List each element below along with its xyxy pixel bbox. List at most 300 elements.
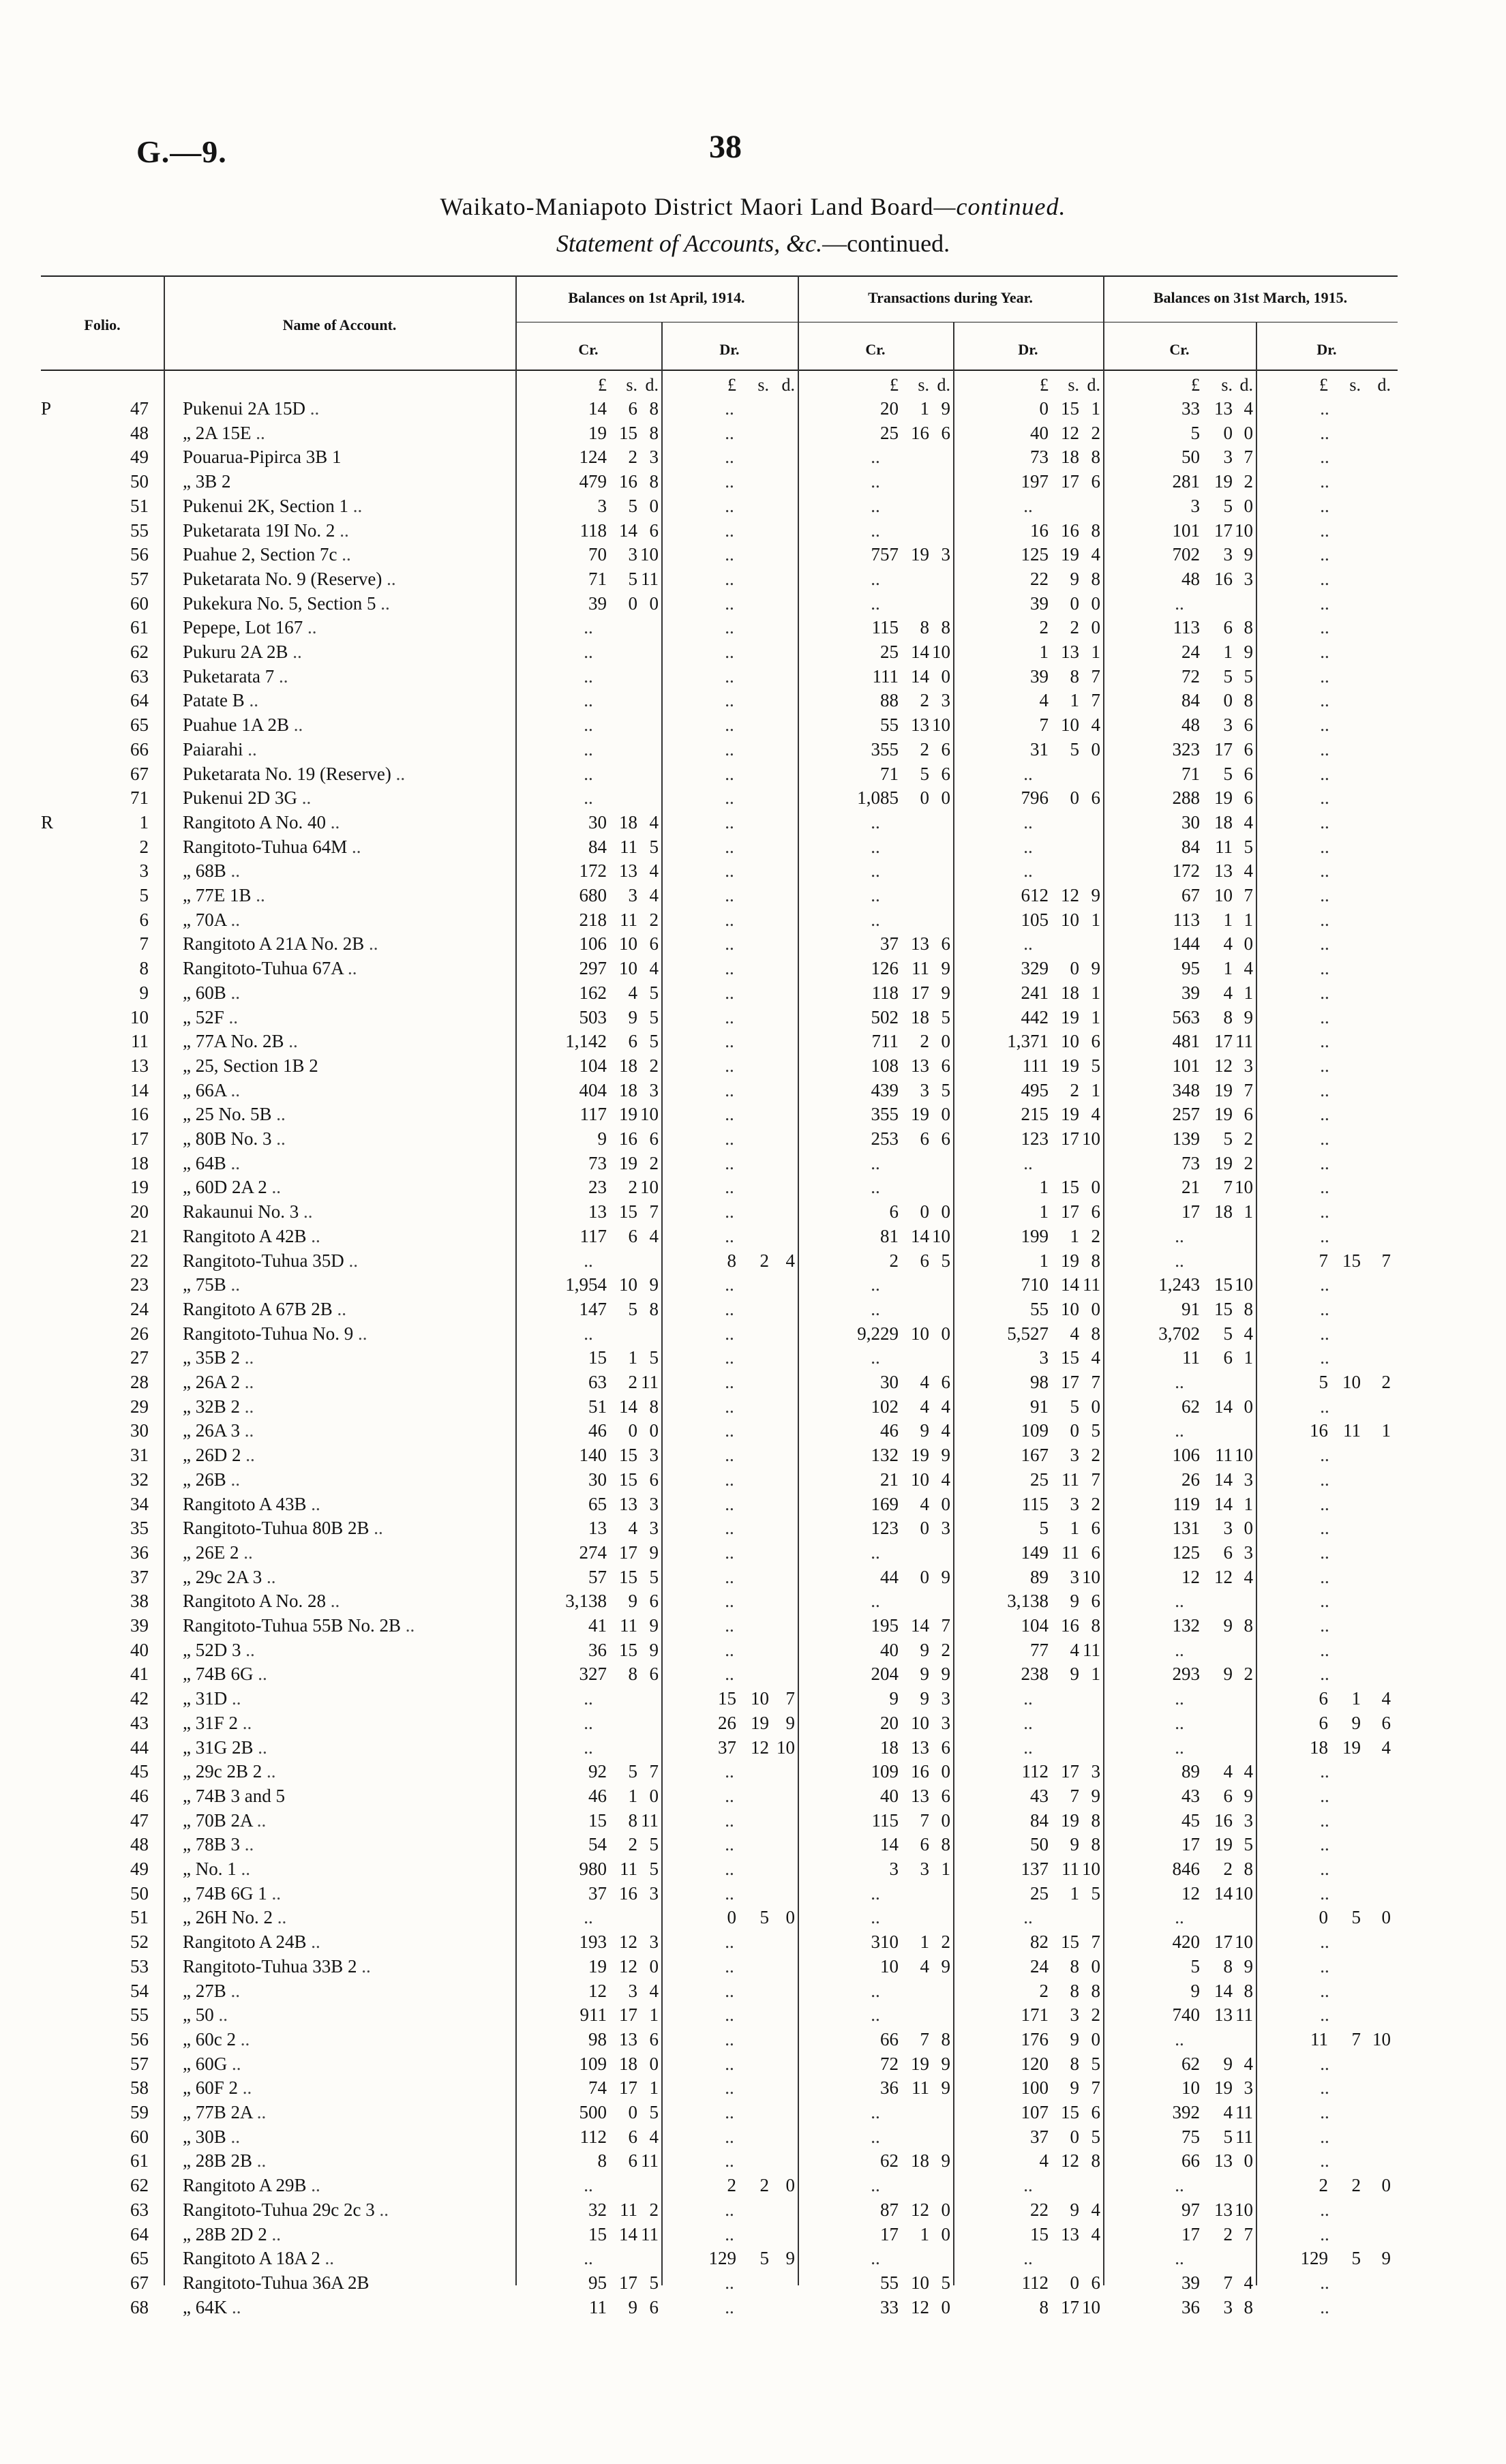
table-row xyxy=(0,1810,1506,1831)
opening-cr-nil: .. xyxy=(584,715,593,736)
transactions-dr-pounds: 112 xyxy=(1021,1761,1049,1782)
opening-cr-pounds: 92 xyxy=(588,1761,607,1782)
leader-dots: .. xyxy=(348,1250,359,1271)
table-row xyxy=(0,1761,1506,1782)
account-name: „ 30B .. xyxy=(183,2126,240,2147)
account-name: „ 66A .. xyxy=(183,1079,240,1100)
transactions-dr-shillings: 11 xyxy=(1061,1542,1079,1563)
closing-dr-pounds: 11 xyxy=(1310,2028,1328,2049)
closing-cr-shillings: 17 xyxy=(1214,1932,1233,1953)
folio-number: 31 xyxy=(130,1445,149,1466)
closing-cr-pounds: 119 xyxy=(1173,1493,1200,1514)
closing-dr-nil: .. xyxy=(1320,1323,1329,1344)
transactions-cr-pounds: 355 xyxy=(871,738,899,760)
account-name: Rangitoto A No. 40 .. xyxy=(183,811,340,832)
closing-cr-pence: 4 xyxy=(1244,2053,1253,2074)
leader-dots: .. xyxy=(330,811,340,832)
closing-cr-pence: 1 xyxy=(1244,1201,1253,1222)
opening-cr-shillings: 2 xyxy=(628,1372,637,1392)
leader-dots: .. xyxy=(230,1274,240,1295)
leader-dots: .. xyxy=(266,1761,276,1782)
closing-cr-pence: 11 xyxy=(1235,2004,1253,2026)
folio-prefix: R xyxy=(41,811,54,832)
closing-dr-nil: .. xyxy=(1320,2126,1329,2147)
transactions-dr-pence: 8 xyxy=(1091,520,1100,541)
table-row xyxy=(0,837,1506,857)
opening-cr-shillings: 15 xyxy=(619,1639,637,1660)
closing-cr-pounds: 702 xyxy=(1172,544,1200,565)
transactions-cr-pence: 3 xyxy=(941,1688,950,1709)
opening-cr-shillings: 9 xyxy=(628,1591,637,1612)
opening-dr-nil: .. xyxy=(725,982,734,1003)
table-row xyxy=(0,1859,1506,1879)
transactions-dr-shillings: 15 xyxy=(1061,2102,1079,2122)
closing-cr-pence: 8 xyxy=(1244,1615,1253,1636)
folio-number: 55 xyxy=(130,2004,149,2026)
transactions-cr-pence: 0 xyxy=(941,2199,950,2220)
transactions-dr-pounds: 2 xyxy=(1039,617,1049,638)
transactions-cr-pounds: 123 xyxy=(871,1518,899,1539)
transactions-cr-shillings: 14 xyxy=(911,1225,929,1246)
transactions-cr-pence: 0 xyxy=(941,665,950,687)
transactions-cr-pounds: 87 xyxy=(880,2199,899,2220)
table-row xyxy=(0,812,1506,832)
transactions-cr-pounds: 439 xyxy=(871,1079,899,1100)
table-row xyxy=(0,1981,1506,2001)
closing-dr-shillings: 11 xyxy=(1343,1420,1361,1441)
transactions-cr-pence: 9 xyxy=(941,398,950,419)
opening-cr-pounds: 118 xyxy=(579,520,607,541)
transactions-cr-pounds: 44 xyxy=(880,1566,899,1587)
opening-cr-pounds: 37 xyxy=(588,1882,607,1904)
transactions-cr-shillings: 7 xyxy=(920,1809,929,1831)
transactions-cr-shillings: 18 xyxy=(911,1006,929,1027)
closing-cr-pounds: 36 xyxy=(1181,2296,1200,2317)
transactions-dr-shillings: 10 xyxy=(1061,715,1079,736)
table-row xyxy=(0,1080,1506,1100)
transactions-cr-shillings: 16 xyxy=(911,1761,929,1782)
opening-cr-pounds: 36 xyxy=(588,1639,607,1660)
opening-cr-pence: 8 xyxy=(649,422,659,443)
closing-cr-pounds: 481 xyxy=(1172,1031,1200,1052)
closing-cr-pence: 8 xyxy=(1244,1980,1253,2001)
transactions-cr-shillings: 7 xyxy=(920,2028,929,2049)
transactions-cr-nil: .. xyxy=(871,1347,880,1368)
transactions-cr-pounds: 14 xyxy=(880,1834,899,1855)
opening-cr-nil: .. xyxy=(584,1323,593,1344)
folio-number: 63 xyxy=(130,665,149,687)
opening-cr-pounds: 147 xyxy=(579,1298,607,1319)
account-name: Rangitoto-Tuhua 55B No. 2B .. xyxy=(183,1615,415,1636)
account-name: Puketarata No. 19 (Reserve) .. xyxy=(183,763,406,784)
opening-dr-nil: .. xyxy=(725,642,734,662)
opening-dr-nil: .. xyxy=(725,1542,734,1563)
closing-dr-nil: .. xyxy=(1320,1445,1329,1466)
transactions-cr-shillings: 9 xyxy=(920,1639,929,1660)
opening-dr-nil: .. xyxy=(725,1834,734,1855)
table-row xyxy=(0,1640,1506,1660)
transactions-cr-pounds: 25 xyxy=(880,642,899,662)
opening-cr-pence: 1 xyxy=(649,2004,659,2026)
closing-cr-pounds: 24 xyxy=(1181,642,1200,662)
opening-cr-shillings: 10 xyxy=(619,958,637,979)
closing-cr-nil: .. xyxy=(1175,1639,1184,1660)
transactions-dr-pounds: 91 xyxy=(1030,1396,1049,1417)
closing-dr-shillings: 5 xyxy=(1351,1907,1361,1928)
closing-cr-pence: 4 xyxy=(1244,811,1253,832)
table-row xyxy=(0,1250,1506,1271)
account-name: „ 64K .. xyxy=(183,2296,241,2317)
opening-dr-nil: .. xyxy=(725,909,734,930)
closing-cr-pounds: 45 xyxy=(1181,1809,1200,1831)
transactions-dr-pounds: 112 xyxy=(1021,2272,1049,2293)
account-name: „ 31G 2B .. xyxy=(183,1737,267,1758)
transactions-cr-pounds: 88 xyxy=(880,690,899,711)
folio-number: 64 xyxy=(130,2223,149,2244)
closing-dr-pounds: 0 xyxy=(1319,1907,1328,1928)
account-name: „ 75B .. xyxy=(183,1274,240,1295)
opening-dr-shillings: 5 xyxy=(759,2248,769,2269)
folio-number: 57 xyxy=(130,568,149,589)
closing-cr-shillings: 14 xyxy=(1214,1396,1233,1417)
closing-cr-pence: 3 xyxy=(1244,568,1253,589)
closing-cr-pounds: 12 xyxy=(1181,1882,1200,1904)
leader-dots: .. xyxy=(405,1615,415,1636)
transactions-cr-nil: .. xyxy=(871,2175,880,2196)
transactions-dr-pounds: 167 xyxy=(1021,1445,1049,1466)
closing-cr-pounds: 17 xyxy=(1181,1201,1200,1222)
closing-cr-pence: 5 xyxy=(1244,1834,1253,1855)
transactions-cr-pence: 9 xyxy=(941,982,950,1003)
transactions-dr-pence: 10 xyxy=(1082,1566,1100,1587)
closing-dr-nil: .. xyxy=(1320,2199,1329,2220)
account-name: „ 70B 2A .. xyxy=(183,1809,267,1831)
folio-number: 30 xyxy=(130,1420,149,1441)
opening-dr-nil: .. xyxy=(725,2296,734,2317)
opening-cr-pence: 10 xyxy=(640,1177,659,1198)
closing-dr-nil: .. xyxy=(1320,1859,1329,1879)
transactions-cr-nil: .. xyxy=(871,909,880,930)
transactions-dr-pounds: 39 xyxy=(1030,665,1049,687)
closing-cr-pounds: 106 xyxy=(1172,1445,1200,1466)
closing-cr-pounds: 67 xyxy=(1181,885,1200,905)
transactions-dr-shillings: 19 xyxy=(1061,1006,1079,1027)
closing-cr-pounds: 95 xyxy=(1181,958,1200,979)
closing-dr-nil: .. xyxy=(1320,1639,1329,1660)
transactions-dr-pounds: 98 xyxy=(1030,1372,1049,1392)
opening-cr-pence: 9 xyxy=(649,1542,659,1563)
opening-dr-nil: .. xyxy=(725,1420,734,1441)
opening-dr-nil: .. xyxy=(725,398,734,419)
opening-dr-nil: .. xyxy=(725,1809,734,1831)
opening-cr-pounds: 404 xyxy=(579,1079,607,1100)
transactions-cr-shillings: 0 xyxy=(920,1201,929,1222)
leader-dots: .. xyxy=(243,1542,253,1563)
closing-dr-nil: .. xyxy=(1320,1225,1329,1246)
opening-cr-shillings: 14 xyxy=(619,2223,637,2244)
closing-dr-nil: .. xyxy=(1320,1128,1329,1149)
closing-dr-nil: .. xyxy=(1320,422,1329,443)
opening-cr-pounds: 46 xyxy=(588,1785,607,1806)
table-row xyxy=(0,787,1506,808)
opening-dr-nil: .. xyxy=(725,958,734,979)
opening-cr-shillings: 6 xyxy=(628,1031,637,1052)
folio-number: 26 xyxy=(130,1323,149,1344)
transactions-cr-nil: .. xyxy=(871,2102,880,2122)
closing-cr-pence: 6 xyxy=(1244,763,1253,784)
opening-dr-nil: .. xyxy=(725,1445,734,1466)
header-bottom-rule xyxy=(41,370,1398,371)
closing-cr-shillings: 16 xyxy=(1214,1809,1233,1831)
opening-cr-pounds: 3,138 xyxy=(565,1591,607,1612)
opening-cr-shillings: 1 xyxy=(628,1785,637,1806)
account-name: Rangitoto-Tuhua 36A 2B xyxy=(183,2272,370,2293)
header-trans-dr: Dr. xyxy=(1018,341,1038,358)
opening-dr-shillings: 19 xyxy=(751,1712,769,1733)
opening-dr-pounds: 15 xyxy=(718,1688,736,1709)
closing-cr-shillings: 6 xyxy=(1223,617,1233,638)
closing-cr-pence: 8 xyxy=(1244,1859,1253,1879)
opening-cr-nil: .. xyxy=(584,787,593,809)
table-row xyxy=(0,496,1506,516)
opening-dr-nil: .. xyxy=(725,1347,734,1368)
opening-cr-nil: .. xyxy=(584,738,593,760)
folio-number: 19 xyxy=(130,1177,149,1198)
transactions-dr-pence: 8 xyxy=(1091,568,1100,589)
transactions-dr-pounds: 22 xyxy=(1030,568,1049,589)
folio-number: 60 xyxy=(130,592,149,614)
transactions-dr-pounds: 22 xyxy=(1030,2199,1049,2220)
account-name: „ 50 .. xyxy=(183,2004,228,2026)
closing-dr-nil: .. xyxy=(1320,2102,1329,2122)
closing-dr-nil: .. xyxy=(1320,1104,1329,1125)
closing-cr-pence: 0 xyxy=(1244,2150,1253,2172)
opening-dr-nil: .. xyxy=(725,763,734,784)
transactions-cr-pence: 9 xyxy=(941,1566,950,1587)
opening-dr-nil: .. xyxy=(725,1031,734,1052)
opening-dr-pounds: 8 xyxy=(727,1250,736,1271)
closing-cr-shillings: 14 xyxy=(1214,1980,1233,2001)
opening-cr-pounds: 117 xyxy=(579,1225,607,1246)
opening-cr-pence: 4 xyxy=(649,958,659,979)
opening-cr-shillings: 15 xyxy=(619,1445,637,1466)
transactions-dr-shillings: 17 xyxy=(1061,1372,1079,1392)
transactions-cr-pence: 6 xyxy=(941,1737,950,1758)
transactions-cr-pence: 6 xyxy=(941,1128,950,1149)
closing-cr-shillings: 8 xyxy=(1223,1006,1233,1027)
table-row xyxy=(0,2054,1506,2074)
transactions-cr-pence: 6 xyxy=(941,763,950,784)
transactions-cr-shillings: 10 xyxy=(911,1469,929,1490)
closing-cr-pounds: 139 xyxy=(1172,1128,1200,1149)
table-row xyxy=(0,520,1506,541)
account-name: „ 26H No. 2 .. xyxy=(183,1907,287,1928)
transactions-dr-pounds: 109 xyxy=(1021,1420,1049,1441)
closing-cr-nil: .. xyxy=(1175,1737,1184,1758)
opening-cr-shillings: 11 xyxy=(620,909,637,930)
opening-cr-shillings: 12 xyxy=(619,1955,637,1977)
opening-cr-shillings: 17 xyxy=(619,1542,637,1563)
folio-number: 71 xyxy=(130,787,149,809)
opening-cr-shillings: 13 xyxy=(619,1493,637,1514)
opening-cr-shillings: 0 xyxy=(628,2102,637,2122)
opening-dr-nil: .. xyxy=(725,1785,734,1806)
folio-number: 68 xyxy=(130,2296,149,2317)
table-row xyxy=(0,1542,1506,1563)
opening-dr-nil: .. xyxy=(725,422,734,443)
opening-dr-nil: .. xyxy=(725,495,734,516)
closing-cr-pounds: 172 xyxy=(1172,860,1200,882)
leader-dots: .. xyxy=(292,642,302,662)
account-name: Rangitoto-Tuhua 64M .. xyxy=(183,836,361,857)
closing-dr-nil: .. xyxy=(1320,1834,1329,1855)
folio-number: 67 xyxy=(130,2272,149,2293)
transactions-cr-pounds: 40 xyxy=(880,1785,899,1806)
transactions-dr-pence: 4 xyxy=(1091,715,1100,736)
folio-number: 63 xyxy=(130,2199,149,2220)
transactions-cr-nil: .. xyxy=(871,568,880,589)
account-name: Rakaunui No. 3 .. xyxy=(183,1201,313,1222)
opening-cr-pence: 5 xyxy=(649,2102,659,2122)
account-name: Rangitoto-Tuhua 29c 2c 3 .. xyxy=(183,2199,389,2220)
closing-cr-shillings: 11 xyxy=(1215,836,1233,857)
folio-number: 17 xyxy=(130,1128,149,1149)
title-main: Waikato-Maniapoto District Maori Land Board xyxy=(440,193,934,220)
transactions-dr-shillings: 18 xyxy=(1061,982,1079,1003)
folio-number: 8 xyxy=(139,958,149,979)
transactions-cr-pence: 3 xyxy=(941,1712,950,1733)
closing-dr-nil: .. xyxy=(1320,738,1329,760)
transactions-cr-shillings: 14 xyxy=(911,665,929,687)
folio-number: 40 xyxy=(130,1639,149,1660)
table-row xyxy=(0,1323,1506,1344)
transactions-dr-pounds: 1 xyxy=(1039,1250,1049,1271)
transactions-cr-pence: 2 xyxy=(941,1639,950,1660)
opening-cr-pence: 4 xyxy=(649,2126,659,2147)
account-name: „ 28B 2D 2 .. xyxy=(183,2223,281,2244)
transactions-cr-shillings: 11 xyxy=(912,958,929,979)
transactions-dr-pounds: 15 xyxy=(1030,2223,1049,2244)
transactions-dr-nil: .. xyxy=(1023,1737,1033,1758)
transactions-cr-pounds: 126 xyxy=(871,958,899,979)
transactions-cr-pence: 9 xyxy=(941,1664,950,1685)
closing-cr-pence: 10 xyxy=(1235,1177,1253,1198)
transactions-cr-shillings: 17 xyxy=(911,982,929,1003)
transactions-cr-pence: 8 xyxy=(941,617,950,638)
transactions-cr-pounds: 102 xyxy=(871,1396,899,1417)
transactions-cr-pence: 0 xyxy=(941,1809,950,1831)
closing-cr-pence: 6 xyxy=(1244,1104,1253,1125)
account-name: Rangitoto-Tuhua 35D .. xyxy=(183,1250,359,1271)
table-row xyxy=(0,642,1506,662)
opening-cr-pence: 4 xyxy=(649,885,659,905)
opening-cr-pounds: 57 xyxy=(588,1566,607,1587)
opening-dr-nil: .. xyxy=(725,738,734,760)
opening-cr-pence: 5 xyxy=(649,2272,659,2293)
opening-cr-pence: 3 xyxy=(649,1445,659,1466)
transactions-dr-pence: 1 xyxy=(1091,642,1100,662)
transactions-dr-unit-shillings: s. xyxy=(1068,375,1079,395)
transactions-cr-pounds: 111 xyxy=(872,665,899,687)
opening-cr-shillings: 8 xyxy=(628,1664,637,1685)
opening-cr-pounds: 32 xyxy=(588,2199,607,2220)
header-trans-cr: Cr. xyxy=(865,341,886,358)
transactions-dr-shillings: 3 xyxy=(1070,2004,1079,2026)
account-name: Paiarahi .. xyxy=(183,738,257,760)
opening-dr-nil: .. xyxy=(725,2004,734,2026)
transactions-dr-pounds: 612 xyxy=(1021,885,1049,905)
transactions-dr-pounds: 25 xyxy=(1030,1469,1049,1490)
closing-cr-unit-pence: d. xyxy=(1239,375,1253,395)
opening-cr-pounds: 12 xyxy=(588,1980,607,2001)
closing-dr-nil: .. xyxy=(1320,909,1329,930)
leader-dots: .. xyxy=(230,982,240,1003)
leader-dots: .. xyxy=(230,860,240,882)
opening-dr-nil: .. xyxy=(725,1469,734,1490)
account-name: „ 60B .. xyxy=(183,982,240,1003)
folio-number: 59 xyxy=(130,2102,149,2122)
closing-cr-pence: 1 xyxy=(1244,909,1253,930)
closing-cr-pounds: 75 xyxy=(1181,2126,1200,2147)
opening-dr-nil: .. xyxy=(725,544,734,565)
opening-cr-unit-shillings: s. xyxy=(626,375,637,395)
table-top-rule xyxy=(41,275,1398,277)
closing-dr-nil: .. xyxy=(1320,1347,1329,1368)
opening-dr-nil: .. xyxy=(725,2028,734,2049)
opening-cr-shillings: 17 xyxy=(619,2004,637,2026)
closing-cr-pounds: 348 xyxy=(1172,1079,1200,1100)
header-open-dr: Dr. xyxy=(719,341,740,358)
transactions-dr-pence: 0 xyxy=(1091,592,1100,614)
closing-cr-shillings: 3 xyxy=(1223,544,1233,565)
opening-cr-shillings: 14 xyxy=(619,520,637,541)
closing-cr-pounds: 43 xyxy=(1181,1785,1200,1806)
closing-dr-nil: .. xyxy=(1320,2296,1329,2317)
transactions-dr-pounds: 107 xyxy=(1021,2102,1049,2122)
opening-cr-pounds: 71 xyxy=(588,568,607,589)
closing-cr-pence: 10 xyxy=(1235,1882,1253,1904)
opening-cr-pence: 5 xyxy=(649,1031,659,1052)
table-row xyxy=(0,1688,1506,1709)
opening-cr-pounds: 39 xyxy=(588,592,607,614)
leader-dots: .. xyxy=(231,2053,241,2074)
transactions-cr-pence: 5 xyxy=(941,1079,950,1100)
transactions-cr-pence: 3 xyxy=(941,1518,950,1539)
transactions-dr-shillings: 9 xyxy=(1070,2077,1079,2099)
transactions-cr-pence: 5 xyxy=(941,1006,950,1027)
closing-dr-nil: .. xyxy=(1320,592,1329,614)
closing-dr-nil: .. xyxy=(1320,763,1329,784)
table-row xyxy=(0,2224,1506,2244)
transactions-cr-pounds: 18 xyxy=(880,1737,899,1758)
closing-cr-pence: 11 xyxy=(1235,1031,1253,1052)
transactions-dr-pence: 5 xyxy=(1091,2053,1100,2074)
closing-cr-pence: 0 xyxy=(1244,1396,1253,1417)
closing-cr-nil: .. xyxy=(1175,1712,1184,1733)
transactions-dr-pounds: 104 xyxy=(1021,1615,1049,1636)
opening-dr-nil: .. xyxy=(725,1615,734,1636)
transactions-cr-unit-shillings: s. xyxy=(918,375,929,395)
closing-dr-shillings: 7 xyxy=(1351,2028,1361,2049)
closing-cr-pounds: 740 xyxy=(1172,2004,1200,2026)
closing-dr-nil: .. xyxy=(1320,1031,1329,1052)
transactions-dr-pounds: 123 xyxy=(1021,1128,1049,1149)
transactions-dr-shillings: 17 xyxy=(1061,1128,1079,1149)
closing-cr-pounds: 293 xyxy=(1172,1664,1200,1685)
closing-cr-shillings: 1 xyxy=(1223,958,1233,979)
transactions-dr-shillings: 2 xyxy=(1070,1079,1079,1100)
table-row xyxy=(0,617,1506,637)
